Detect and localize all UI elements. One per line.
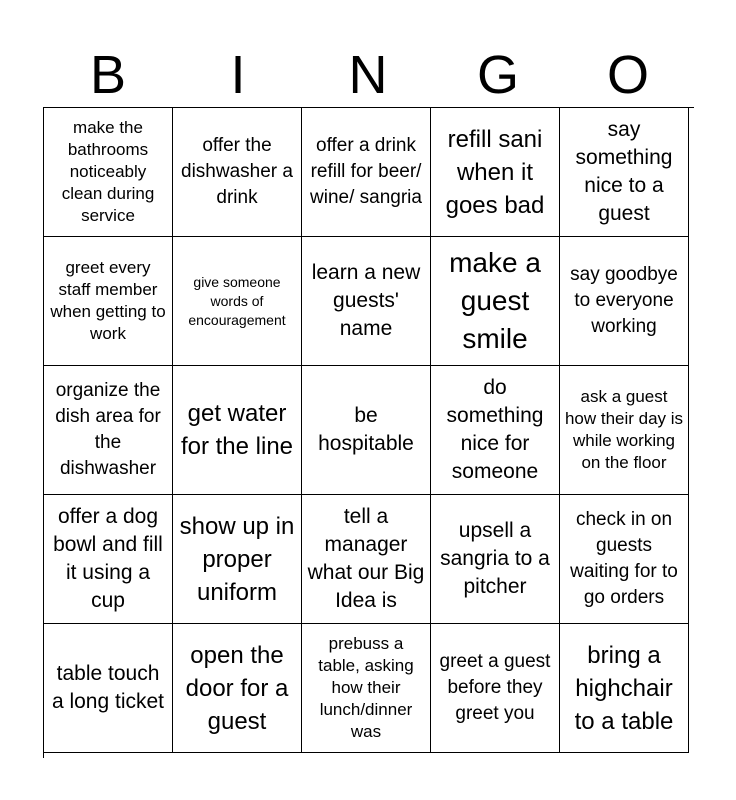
header-letter-i: I [230,45,246,105]
bingo-cell[interactable] [44,495,173,624]
bingo-cell[interactable] [302,624,431,753]
cell-text: give someone words of encouragement [188,273,286,328]
cell-text: offer the dishwasher a drink [181,135,293,208]
cell-text: offer a drink refill for beer/ wine/ sangria [310,135,422,208]
bingo-cell[interactable] [302,366,431,495]
bingo-cell[interactable] [560,108,689,237]
cell-text: learn a new guests' name [311,261,421,340]
cell-text: do something nice for someone [446,376,544,483]
bingo-cell[interactable] [431,495,560,624]
bingo-cell[interactable] [173,495,302,624]
cell-text: check in on guests waiting for to go orders [570,509,678,608]
bingo-cell[interactable] [302,495,431,624]
bingo-cell[interactable] [44,237,173,366]
header-letter-b: B [89,45,127,105]
cell-text: upsell a sangria to a pitcher [440,519,550,598]
cell-text: make a guest smile [449,247,541,354]
bingo-cell[interactable] [560,624,689,753]
bingo-cell[interactable] [44,624,173,753]
cell-text: say goodbye to everyone working [570,264,678,337]
bingo-cell[interactable] [173,108,302,237]
bingo-cell[interactable] [302,108,431,237]
cell-text: refill sani when it goes bad [445,125,545,219]
cell-text: open the door for a guest [185,641,289,735]
bingo-grid [43,107,694,758]
header-letter-o: O [606,45,649,105]
bingo-cell[interactable] [44,108,173,237]
bingo-cell[interactable] [302,237,431,366]
cell-text: greet a guest before they greet you [439,651,551,724]
cell-text: make the bathrooms noticeably clean during service [61,118,155,225]
cell-text: bring a highchair to a table [574,641,674,735]
cell-text: ask a guest how their day is while working on the floor [564,387,684,472]
cell-text: organize the dish area for the dishwasher [55,380,161,479]
bingo-cell[interactable] [560,366,689,495]
cell-text: prebuss a table, asking how their lunch/dinner was [318,634,414,741]
bingo-cell[interactable] [560,495,689,624]
bingo-cell[interactable] [44,366,173,495]
bingo-cell[interactable] [173,624,302,753]
header-letter-g: G [476,45,519,105]
cell-text: show up in proper uniform [179,512,295,606]
bingo-header [43,44,693,106]
bingo-cell[interactable] [431,624,560,753]
cell-text: tell a manager what our Big Idea is [307,505,425,612]
bingo-cell[interactable] [431,108,560,237]
bingo-cell[interactable] [560,237,689,366]
cell-text: greet every staff member when getting to work [50,258,166,343]
cell-text: be hospitable [318,404,414,455]
bingo-cell[interactable] [431,366,560,495]
cell-text: say something nice to a guest [575,118,673,225]
bingo-cell[interactable] [173,237,302,366]
cell-text: get water for the line [180,400,294,460]
cell-text: table touch a long ticket [51,662,165,713]
cell-text: offer a dog bowl and fill it using a cup [53,505,163,612]
bingo-cell[interactable] [431,237,560,366]
bingo-cell[interactable] [173,366,302,495]
header-letter-n: N [348,45,388,105]
